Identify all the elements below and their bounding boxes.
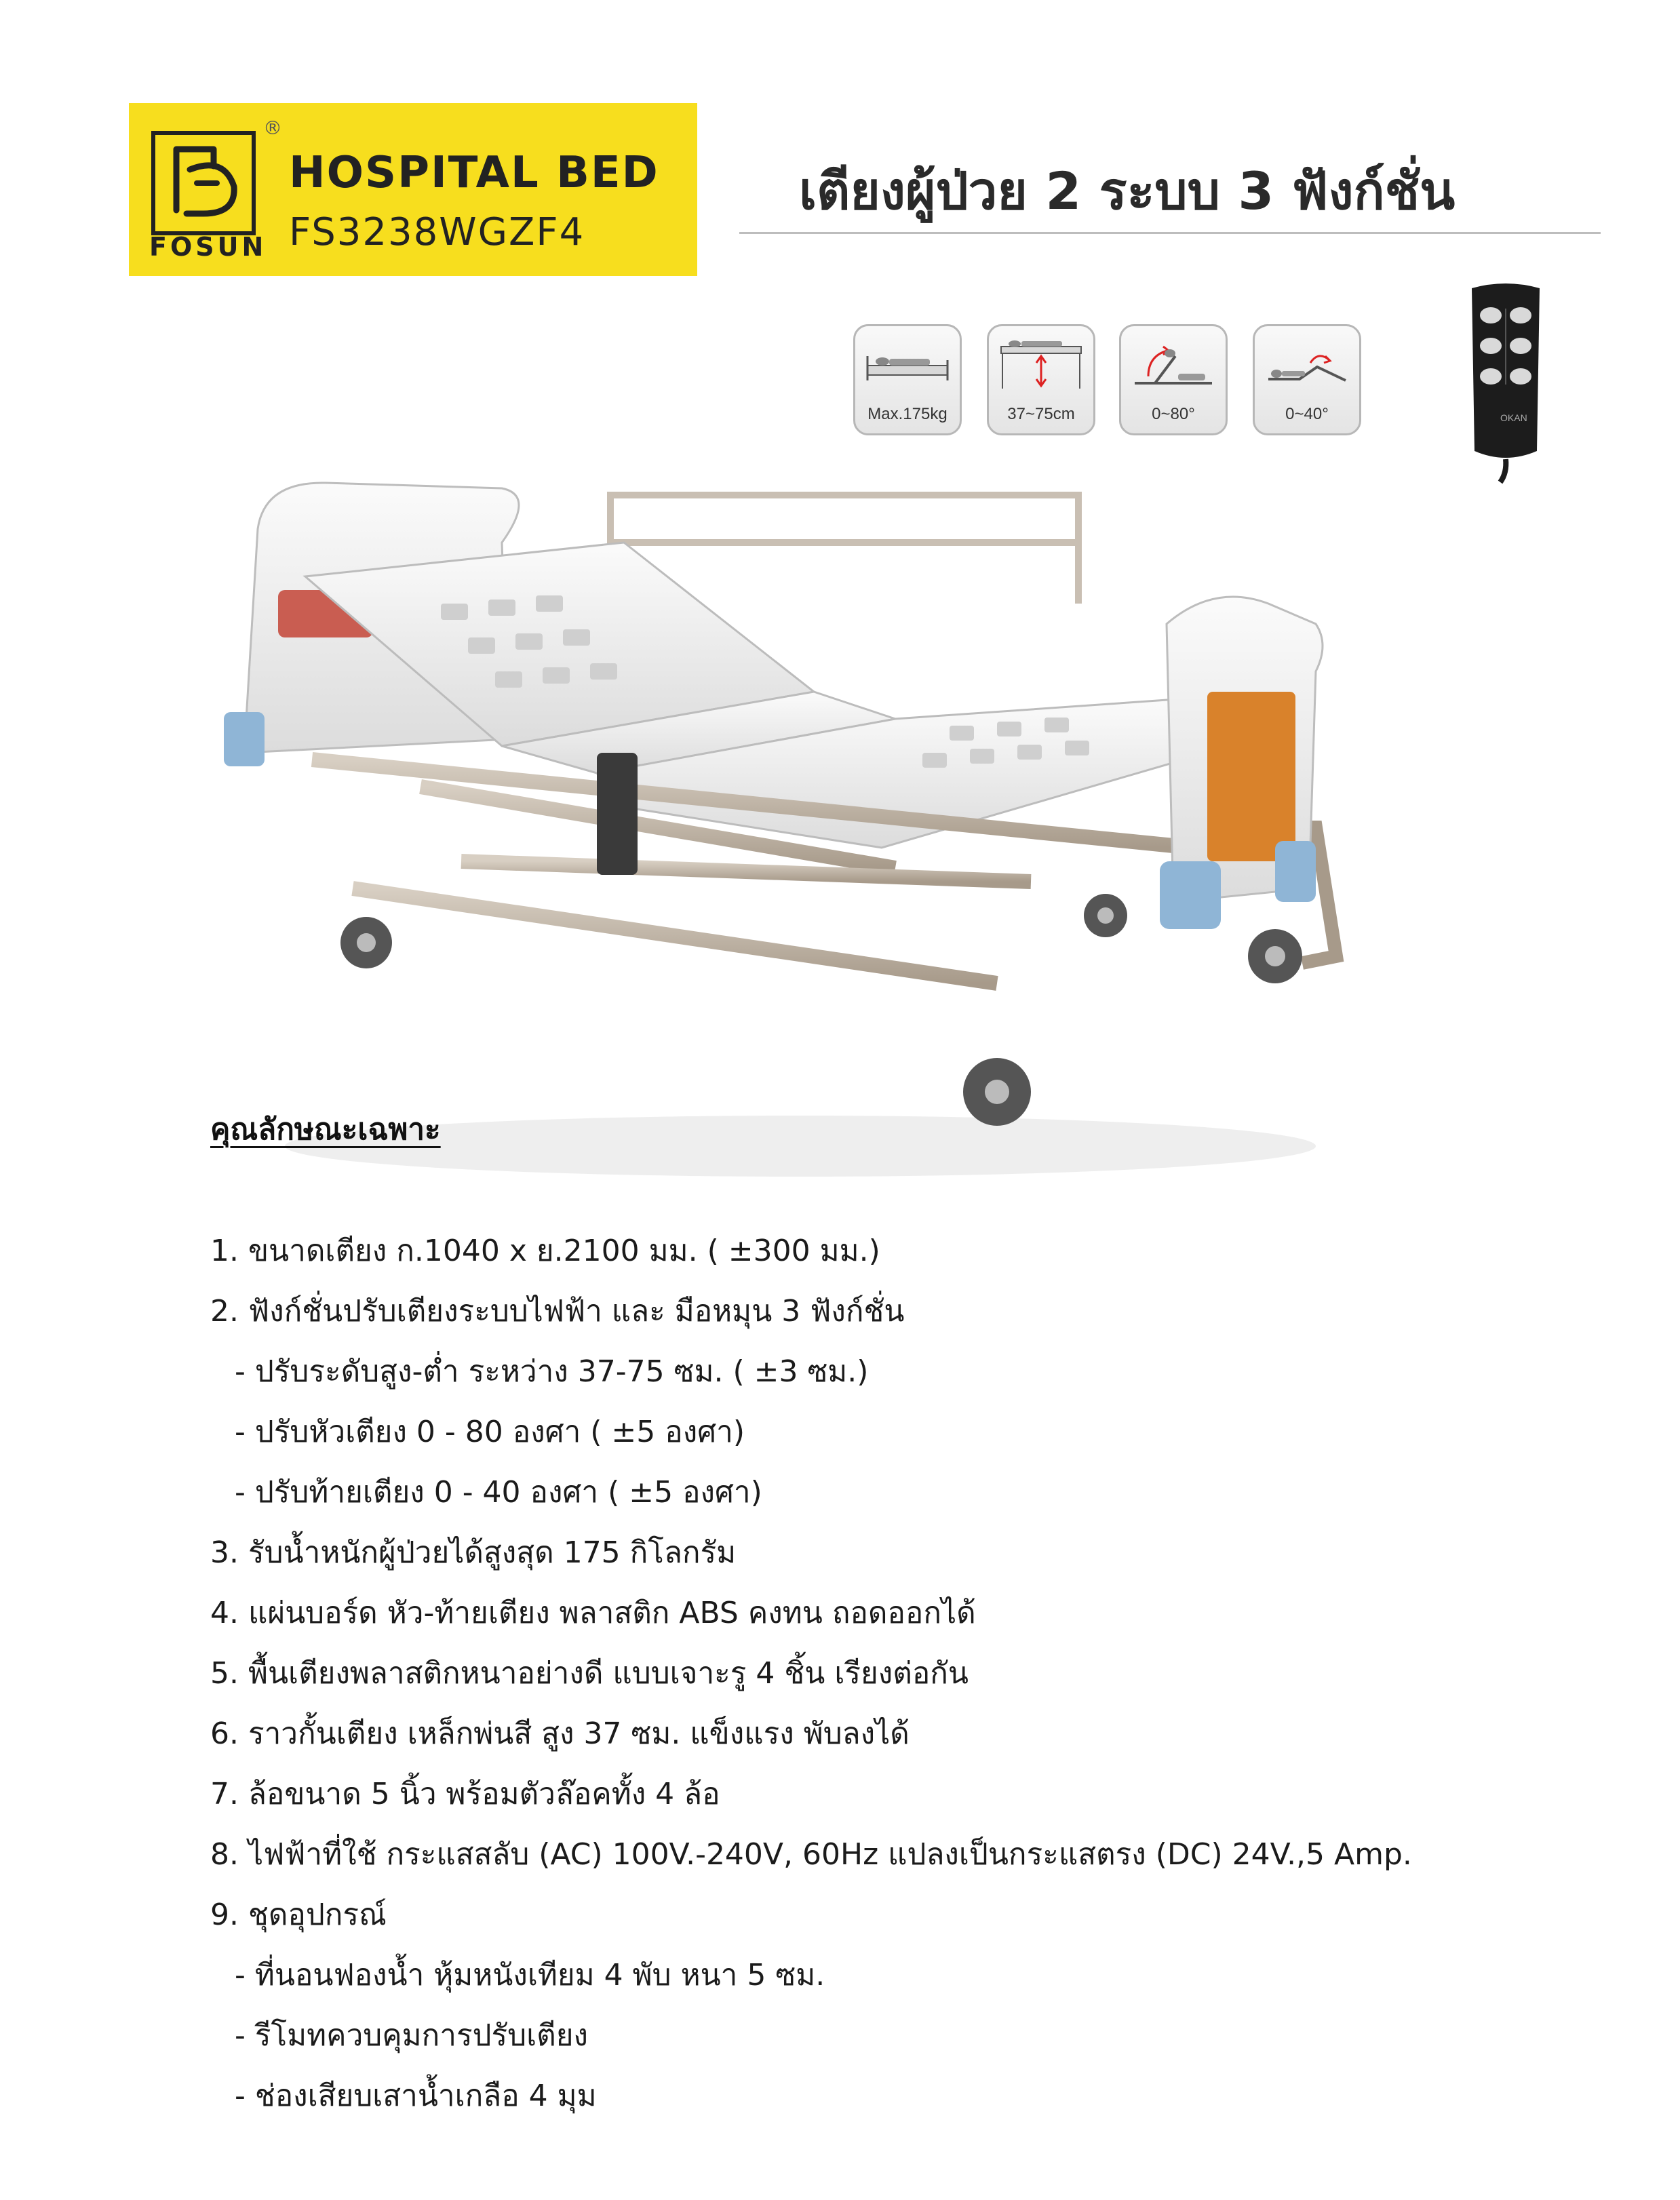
spec-line: 6. ราวกั้นเตียง เหล็กพ่นสี สูง 37 ซม. แข็งแรง พับลงได้ <box>210 1716 910 1751</box>
feature-max-load <box>853 324 962 435</box>
remote-brand: OKAN <box>1500 412 1527 423</box>
feature-label: 37~75cm <box>1007 405 1075 423</box>
feature-backrest-angle <box>1119 324 1228 435</box>
page-title: เตียงผู้ป่วย 2 ระบบ 3 ฟังก์ชั่น <box>799 161 1456 221</box>
remote-button <box>1510 338 1531 354</box>
brand-name: FOSUN <box>149 232 267 262</box>
spec-subline: - ที่นอนฟองน้ำ หุ้มหนังเทียม 4 พับ หนา 5 ซม. <box>235 1958 825 1992</box>
spec-line: 9. ชุดอุปกรณ์ <box>210 1898 387 1932</box>
max-load-icon <box>862 336 953 397</box>
remote-button <box>1480 307 1502 323</box>
spec-line: 2. ฟังก์ชั่นปรับเตียงระบบไฟฟ้า และ มือหมุน 3 ฟังก์ชั่น <box>210 1294 905 1329</box>
spec-line: 8. ไฟฟ้าที่ใช้ กระแสสลับ (AC) 100V.-240V, 60Hz แปลงเป็นกระแสตรง (DC) 24V.,5 Amp. <box>210 1837 1412 1872</box>
model-number: FS3238WGZF4 <box>289 210 585 254</box>
feature-leg-rest-angle <box>1253 324 1361 435</box>
spec-subline: - ปรับระดับสูง-ต่ำ ระหว่าง 37-75 ซม. ( ±3 ซม.) <box>235 1354 869 1389</box>
spec-subline: - ปรับหัวเตียง 0 - 80 องศา ( ±5 องศา) <box>235 1415 745 1449</box>
remote-button <box>1510 368 1531 385</box>
spec-list <box>210 1221 1635 2126</box>
remote-button <box>1480 368 1502 385</box>
spec-subline: - ช่องเสียบเสาน้ำเกลือ 4 มุม <box>235 2079 597 2113</box>
brand-logo-box <box>129 103 697 276</box>
foot-board-panel <box>1207 692 1295 861</box>
spec-subline: - ปรับท้ายเตียง 0 - 40 องศา ( ±5 องศา) <box>235 1475 762 1510</box>
spec-line: 1. ขนาดเตียง ก.1040 x ย.2100 มม. ( ±300 มม.) <box>210 1234 880 1268</box>
header-divider <box>739 232 1601 234</box>
feature-label: Max.175kg <box>867 405 948 423</box>
bumper <box>224 712 265 766</box>
feature-height-adjust <box>987 324 1095 435</box>
spec-line: 5. พื้นเตียงพลาสติกหนาอย่างดี แบบเจาะรู 4 ชิ้น เรียงต่อกัน <box>210 1656 969 1691</box>
remote-control-image <box>1458 281 1553 485</box>
spec-line: 3. รับน้ำหนักผู้ป่วยได้สูงสุด 175 กิโลกรัม <box>210 1535 737 1570</box>
logo-title: HOSPITAL BED <box>289 148 659 198</box>
caster-wheels <box>340 894 1302 1126</box>
backrest-angle-icon <box>1128 336 1219 397</box>
spec-heading: คุณลักษณะเฉพาะ <box>210 1112 441 1147</box>
spec-subline: - รีโมทควบคุมการปรับเตียง <box>235 2018 588 2053</box>
fosun-logo-icon <box>149 129 258 237</box>
remote-button <box>1510 307 1531 323</box>
bumper <box>1275 841 1316 902</box>
spec-line: 4. แผ่นบอร์ด หัว-ท้ายเตียง พลาสติก ABS คงทน ถอดออกได้ <box>210 1596 976 1630</box>
registered-mark: ® <box>263 117 282 139</box>
controller-hanger <box>597 753 638 875</box>
hospital-bed-image <box>217 468 1404 1187</box>
leg-rest-angle-icon <box>1262 336 1352 397</box>
bed-frame <box>312 760 1194 1058</box>
feature-label: 0~40° <box>1285 405 1329 423</box>
feature-label: 0~80° <box>1152 405 1195 423</box>
remote-button <box>1480 338 1502 354</box>
bumper <box>1160 861 1221 929</box>
height-adjust-icon <box>996 336 1087 397</box>
spec-line: 7. ล้อขนาด 5 นิ้ว พร้อมตัวล๊อคทั้ง 4 ล้อ <box>210 1777 720 1811</box>
